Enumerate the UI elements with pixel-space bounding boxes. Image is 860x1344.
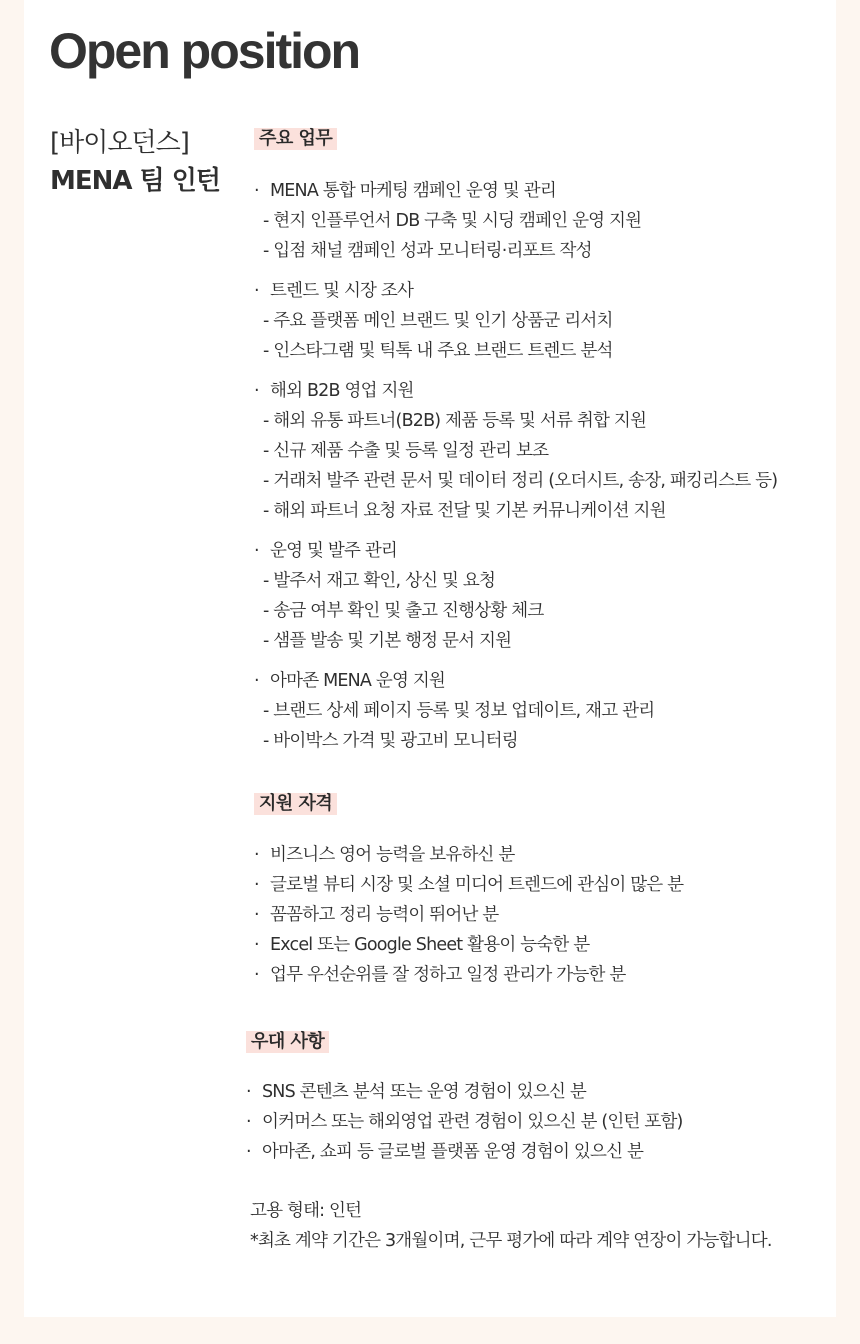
duty-title: · 아마존 MENA 운영 지원	[254, 666, 777, 696]
duty-item: - 주요 플랫폼 메인 브랜드 및 인기 상품군 리서치	[263, 311, 613, 331]
job-posting-card	[24, 0, 836, 1317]
preferred-item: · SNS 콘텐츠 분석 또는 운영 경험이 있으신 분	[246, 1077, 683, 1107]
bullet-dot: ·	[254, 905, 259, 925]
duty-title: · 트렌드 및 시장 조사	[254, 276, 777, 306]
preferred-list	[246, 1077, 683, 1167]
qualification-item: · 비즈니스 영어 능력을 보유하신 분	[254, 840, 683, 870]
bullet-dot: ·	[254, 671, 259, 691]
duty-item: - 샘플 발송 및 기본 행정 문서 지원	[263, 631, 512, 651]
preferred-item: · 이커머스 또는 해외영업 관련 경험이 있으신 분 (인턴 포함)	[246, 1107, 683, 1137]
qualifications-heading: 지원 자격	[254, 793, 337, 815]
bullet-dot: ·	[254, 541, 259, 561]
qualifications-list	[254, 840, 683, 990]
bullet-dot: ·	[246, 1142, 251, 1162]
bullet-dot: ·	[254, 935, 259, 955]
duties-heading: 주요 업무	[254, 128, 337, 150]
duty-item: - 신규 제품 수출 및 등록 일정 관리 보조	[263, 441, 549, 461]
company-name: [바이오던스]	[50, 128, 189, 158]
qualification-item: · Excel 또는 Google Sheet 활용이 능숙한 분	[254, 930, 683, 960]
duty-item: - 바이박스 가격 및 광고비 모니터링	[263, 731, 518, 751]
bullet-dot: ·	[254, 181, 259, 201]
duty-group	[254, 276, 777, 366]
duty-title: · 운영 및 발주 관리	[254, 536, 777, 566]
preferred-heading: 우대 사항	[246, 1031, 329, 1053]
duty-group	[254, 536, 777, 656]
qualification-item: · 꼼꼼하고 정리 능력이 뛰어난 분	[254, 900, 683, 930]
position-name: MENA 팀 인턴	[50, 166, 220, 196]
preferred-section	[246, 1031, 683, 1167]
duty-item: - 해외 파트너 요청 자료 전달 및 기본 커뮤니케이션 지원	[263, 501, 666, 521]
bullet-dot: ·	[254, 965, 259, 985]
bullet-dot: ·	[254, 281, 259, 301]
duty-item: - 발주서 재고 확인, 상신 및 요청	[263, 571, 496, 591]
bullet-dot: ·	[254, 381, 259, 401]
employment-type: 고용 형태: 인턴	[250, 1201, 362, 1221]
page-title: Open position	[49, 23, 360, 79]
duty-item: - 송금 여부 확인 및 출고 진행상황 체크	[263, 601, 544, 621]
duty-group	[254, 376, 777, 526]
qualification-item: · 업무 우선순위를 잘 정하고 일정 관리가 가능한 분	[254, 960, 683, 990]
duty-item: - 입점 채널 캠페인 성과 모니터링·리포트 작성	[263, 241, 592, 261]
duty-item: - 브랜드 상세 페이지 등록 및 정보 업데이트, 재고 관리	[263, 701, 655, 721]
employment-info	[250, 1196, 772, 1256]
qualifications-section	[254, 793, 683, 990]
duty-item: - 거래처 발주 관련 문서 및 데이터 정리 (오더시트, 송장, 패킹리스트 등)	[263, 471, 778, 491]
duties-section	[254, 128, 777, 766]
duty-item: - 해외 유통 파트너(B2B) 제품 등록 및 서류 취합 지원	[263, 411, 647, 431]
bullet-dot: ·	[254, 875, 259, 895]
duty-group	[254, 666, 777, 756]
duty-title: · MENA 통합 마케팅 캠페인 운영 및 관리	[254, 176, 777, 206]
bullet-dot: ·	[246, 1112, 251, 1132]
duties-list	[254, 176, 777, 756]
duty-item: - 현지 인플루언서 DB 구축 및 시딩 캠페인 운영 지원	[263, 211, 642, 231]
qualification-item: · 글로벌 뷰티 시장 및 소셜 미디어 트렌드에 관심이 많은 분	[254, 870, 683, 900]
team-name	[50, 124, 220, 200]
duty-item: - 인스타그램 및 틱톡 내 주요 브랜드 트렌드 분석	[263, 341, 613, 361]
preferred-item: · 아마존, 쇼피 등 글로벌 플랫폼 운영 경험이 있으신 분	[246, 1137, 683, 1167]
employment-note: *최초 계약 기간은 3개월이며, 근무 평가에 따라 계약 연장이 가능합니다.	[250, 1231, 772, 1251]
duty-group	[254, 176, 777, 266]
bullet-dot: ·	[254, 845, 259, 865]
bullet-dot: ·	[246, 1082, 251, 1102]
duty-title: · 해외 B2B 영업 지원	[254, 376, 777, 406]
